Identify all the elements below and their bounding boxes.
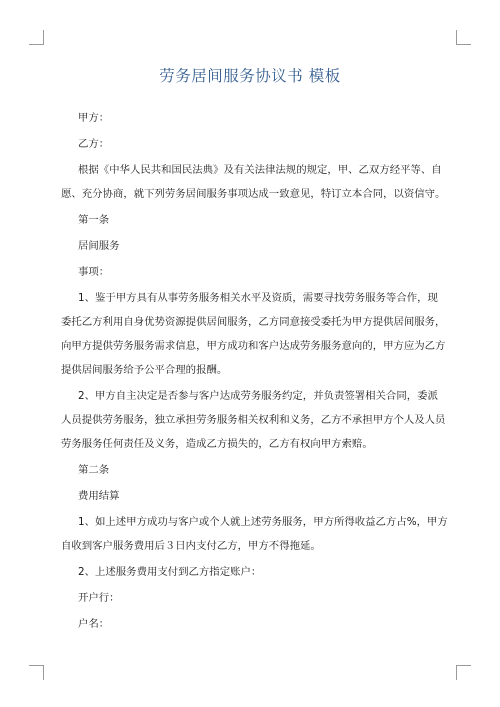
text-line: 委托乙方利用自身优势资源提供居间服务，乙方同意接受委托为甲方提供居间服务， — [61, 316, 446, 328]
text-line: 劳务服务任何责任及义务，造成乙方损失的，乙方有权向甲方索赔。 — [61, 438, 373, 450]
text-line: 1、如上述甲方成功与客户或个人就上述劳务服务，甲方所得收益乙方占%，甲方 — [78, 516, 448, 528]
text-line: 向甲方提供劳务服务需求信息，甲方成功和客户达成劳务服务意向的，甲方应为乙方 — [61, 340, 446, 352]
text-line: 人员提供劳务服务，独立承担劳务服务相关权利和义务，乙方不承担甲方个人及人员 — [61, 414, 446, 426]
article-1-clause-2 — [61, 390, 446, 450]
bank-name-field — [61, 592, 446, 604]
article-2-clause-1 — [61, 516, 446, 552]
article-2-heading — [61, 464, 446, 476]
document-title: 劳务居间服务协议书 模板 — [159, 67, 341, 85]
crop-mark-bottom-left — [29, 665, 44, 680]
text-line: 愿、充分协商，就下列劳务居间服务事项达成一致意见，特订立本合同，以资信守。 — [61, 188, 446, 200]
crop-mark-bottom-right — [456, 665, 471, 680]
article-1-clause-1 — [61, 292, 446, 376]
text-line: 费用结算 — [78, 490, 120, 502]
text-line: 自收到客户服务费用后３日内支付乙方，甲方不得拖延。 — [61, 540, 321, 552]
text-line: 乙方： — [78, 138, 110, 150]
article-1-items-label — [61, 266, 446, 278]
crop-mark-top-left — [29, 30, 44, 45]
text-line: 开户行： — [78, 592, 120, 604]
text-line: 第一条 — [78, 214, 110, 226]
text-line: 甲方： — [78, 112, 110, 124]
paragraph-party-a — [61, 112, 446, 124]
account-name-field — [61, 618, 446, 630]
article-2-clause-2 — [61, 566, 446, 578]
text-line: 提供居间服务给予公平合理的报酬。 — [61, 364, 228, 376]
text-line: 1、鉴于甲方具有从事劳务服务相关水平及资质，需要寻找劳务服务等合作，现 — [78, 292, 438, 304]
paragraph-party-b — [61, 138, 446, 150]
article-2-subject — [61, 490, 446, 502]
text-line: 户名： — [78, 618, 110, 630]
crop-mark-top-right — [456, 30, 471, 45]
text-line: 2、甲方自主决定是否参与客户达成劳务服务约定，并负责签署相关合同，委派 — [78, 390, 438, 402]
text-line: 第二条 — [78, 464, 110, 476]
article-1-heading — [61, 214, 446, 226]
text-line: 2、上述服务费用支付到乙方指定账户： — [78, 566, 262, 578]
article-1-subject — [61, 240, 446, 252]
text-line: 居间服务 — [78, 240, 120, 252]
paragraph-preamble — [61, 164, 446, 200]
document-body — [61, 112, 446, 644]
text-line: 事项： — [78, 266, 110, 278]
text-line: 根据《中华人民共和国民法典》及有关法律法规的规定，甲、乙双方经平等、自 — [78, 164, 442, 176]
